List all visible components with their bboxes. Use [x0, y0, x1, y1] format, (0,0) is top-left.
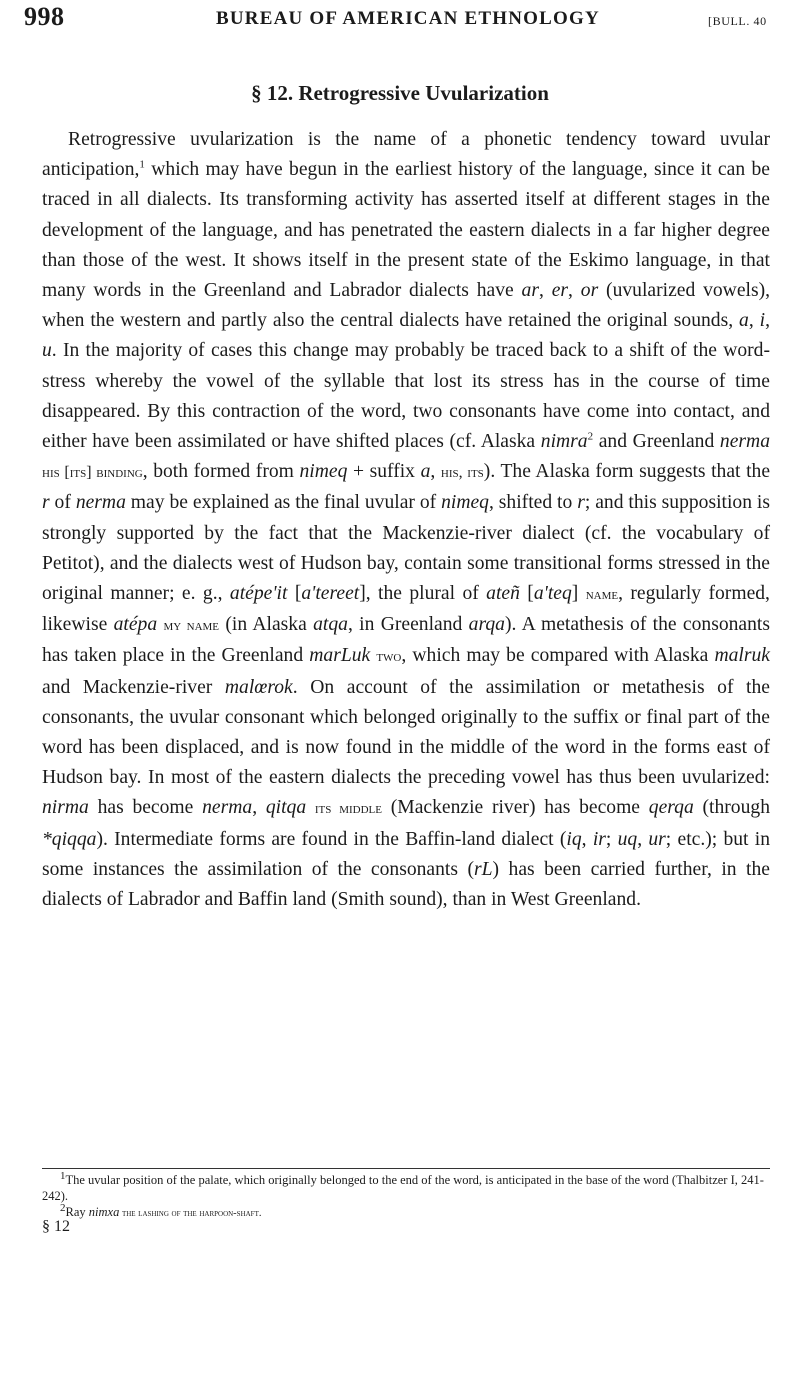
gloss: his, its — [440, 464, 484, 482]
gloss: two — [376, 648, 402, 666]
section-heading: § 12. Retrogressive Uvularization — [251, 81, 549, 105]
footnote-divider — [42, 1168, 770, 1169]
bulletin-number: [BULL. 40 — [708, 14, 767, 28]
footnote-2: $^2$Ray nimxa the lashing of the harpoon-shaft. — [60, 1201, 262, 1219]
gloss: name — [585, 586, 619, 604]
footnotes — [42, 1169, 770, 1222]
running-head-title: BUREAU OF AMERICAN ETHNOLOGY — [216, 8, 600, 29]
gloss: my name — [163, 617, 220, 635]
body-paragraph: Retrogressive uvularization is the name of a phonetic tendency toward uvular anticipation,$^1$ which may have begun in the earliest history of the language, since it can be traced in all dialects. Its transforming activity has asserted itself at different stages in the development of the language, and has penetrated the eastern dialects in a far higher degree than those of the west. It shows itself in the present state of the Eskimo language, in that many words in the Greenland and Labrador dialects have ar, er, or (uvularized vowels), when the western and partly also the central dialects have retained the original sounds, a, i, u. In the majority of cases this change may probably be traced back to a shift of the word-stress whereby the vowel of the syllable that lost its stress has in the course of time disappeared. By this contraction of the word, two consonants have come into contact, and either have been assimilated or have shifted places (cf. Alaska nimra$^2$ and Greenland nerma his [its] binding, both formed from nimeq + suffix a, his, its). The Alaska form suggests that the r of nerma may be explained as the final uvular of nimeq, shifted to r; and this supposition is strongly supported by the fact that the Mackenzie-river dialect (cf. the vocabulary of Petitot), and the dialects west of Hudson bay, contain some transitional forms stressed in the original manner; e. g., atépe'it [a'tereet], the plural of ateñ [a'teq] name, regularly formed, likewise atépa my name (in Alaska atqa, in Greenland arqa). A metathesis of the consonants has taken place in the Greenland marLuk two, which may be compared with Alaska malruk and Mackenzie-river malœrok. On account of the assimilation or metathesis of the consonants, the uvular consonant which belonged originally to the suffix or final part of the word has been displaced, and is now found in the middle of the word in the forms east of Hudson bay. In most of the eastern dialects the preceding vowel has thus been uvularized: nirma has become nerma, qitqa its middle (Mackenzie river) has become qerqa (through *qiqqa). Intermediate forms are found in the Baffin-land dialect (iq, ir; uq, ur; etc.); but in some instances the assimilation of the consonants (rL) has been carried further, in the dialects of Labrador and Baffin land (Smith sound), than in West Greenland. — [42, 129, 771, 911]
gloss: his [its] binding — [42, 464, 143, 482]
footnote-1: $^1$The uvular position of the palate, which originally belonged to the end of the word, is anticipated in the base of the word (Thalbitzer I, 241-242). — [42, 1169, 764, 1203]
gloss: its middle — [314, 800, 382, 818]
page-number: 998 — [24, 2, 65, 31]
body-text — [42, 125, 770, 915]
footnote-ref[interactable]: 2 — [587, 430, 594, 443]
footnote-ref[interactable]: 1 — [139, 158, 145, 171]
running-head — [0, 2, 800, 42]
section-mark: § 12 — [42, 1218, 70, 1235]
